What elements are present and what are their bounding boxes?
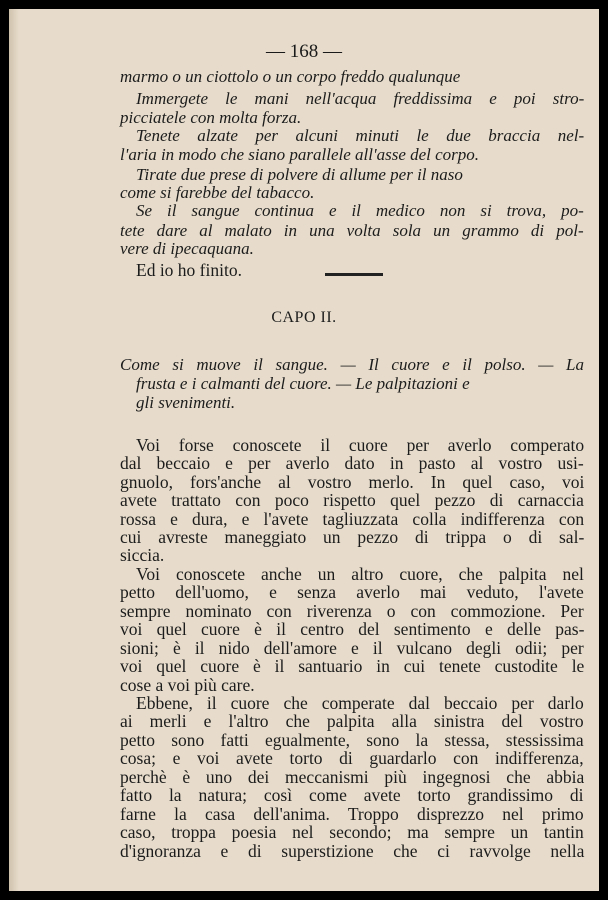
body-line: sempre nominato con riverenza o con commozione. Per: [120, 601, 584, 621]
body-line: d'ignoranza e di superstizione che ci ravvolge nella: [120, 841, 585, 861]
text-line: tete dare al malato in una volta sola un grammo di pol-: [120, 221, 584, 240]
text-line: l'aria in modo che siano parallele all'asse del corpo.: [120, 145, 480, 164]
text-block: [9, 9, 599, 891]
text-line: vere di ipecaquana.: [120, 239, 254, 258]
summary-line: frusta e i calmanti del cuore. — Le palpitazioni e: [136, 374, 470, 393]
body-line: petto sono fatti egualmente, sono la stessa, stessissima: [120, 730, 584, 750]
page-number: — 168 —: [266, 41, 342, 62]
text-line: Immergete le mani nell'acqua freddissima e poi stro-: [136, 89, 585, 108]
body-line: avete trattato con poco rispetto quel pezzo di carnaccia: [120, 490, 584, 510]
closing-line: Ed io ho finito.: [136, 260, 242, 280]
body-line: Voi conoscete anche un altro cuore, che palpita nel: [136, 564, 584, 584]
text-line: Se il sangue continua e il medico non si trova, po-: [136, 201, 584, 220]
text-line: picciatele con molta forza.: [120, 108, 302, 127]
body-line: siccia.: [120, 545, 165, 565]
text-line: come si farebbe del tabacco.: [120, 183, 315, 202]
body-line: farne la casa dell'anima. Troppo disprezzo nel primo: [120, 804, 584, 824]
body-line: perchè è uno dei meccanismi più ingegnosi che abbia: [120, 767, 585, 787]
body-line: cosa; e voi avete torto di guardarlo con indifferenza,: [120, 748, 584, 768]
body-line: ai merli e l'altro che palpita alla sinistra del vostro: [120, 711, 584, 731]
body-line: Voi forse conoscete il cuore per averlo comperato: [136, 435, 585, 455]
body-line: dal beccaio e per averlo dato in pasto al vostro usi-: [120, 453, 584, 473]
book-page: [9, 9, 599, 891]
body-line: voi quel cuore è il centro del sentimento e delle pas-: [120, 619, 585, 639]
text-line: Tirate due prese di polvere di allume per il naso: [136, 165, 463, 184]
body-line: fatto la natura; così come avete torto grandissimo di: [120, 785, 584, 805]
body-line: Ebbene, il cuore che comperate dal beccaio per darlo: [136, 693, 584, 713]
body-line: cui avreste maneggiato un pezzo di trippa o di sal-: [120, 527, 585, 547]
body-line: gnuolo, fors'anche al vostro merlo. In quel caso, voi: [120, 472, 585, 492]
text-line: Tenete alzate per alcuni minuti le due braccia nel-: [136, 126, 585, 145]
body-line: cose a voi più care.: [120, 675, 255, 695]
chapter-title: CAPO II.: [271, 309, 337, 326]
text-line: marmo o un ciottolo o un corpo freddo qualunque: [120, 67, 461, 86]
section-divider: [325, 273, 383, 276]
body-line: voi quel cuore è il santuario in cui tenete custodite le: [120, 656, 585, 676]
body-line: caso, troppa poesia nel secondo; ma sempre un tantin: [120, 822, 584, 842]
summary-line: gli svenimenti.: [136, 393, 236, 412]
body-line: rossa e dura, e l'avete tagliuzzata colla indifferenza con: [120, 509, 585, 529]
body-line: sioni; è il nido dell'amore e il vulcano degli odii; per: [120, 638, 584, 658]
body-line: petto dell'uomo, e senza averlo mai veduto, l'avete: [120, 582, 584, 602]
summary-line: Come si muove il sangue. — Il cuore e il polso. — La: [120, 355, 584, 374]
